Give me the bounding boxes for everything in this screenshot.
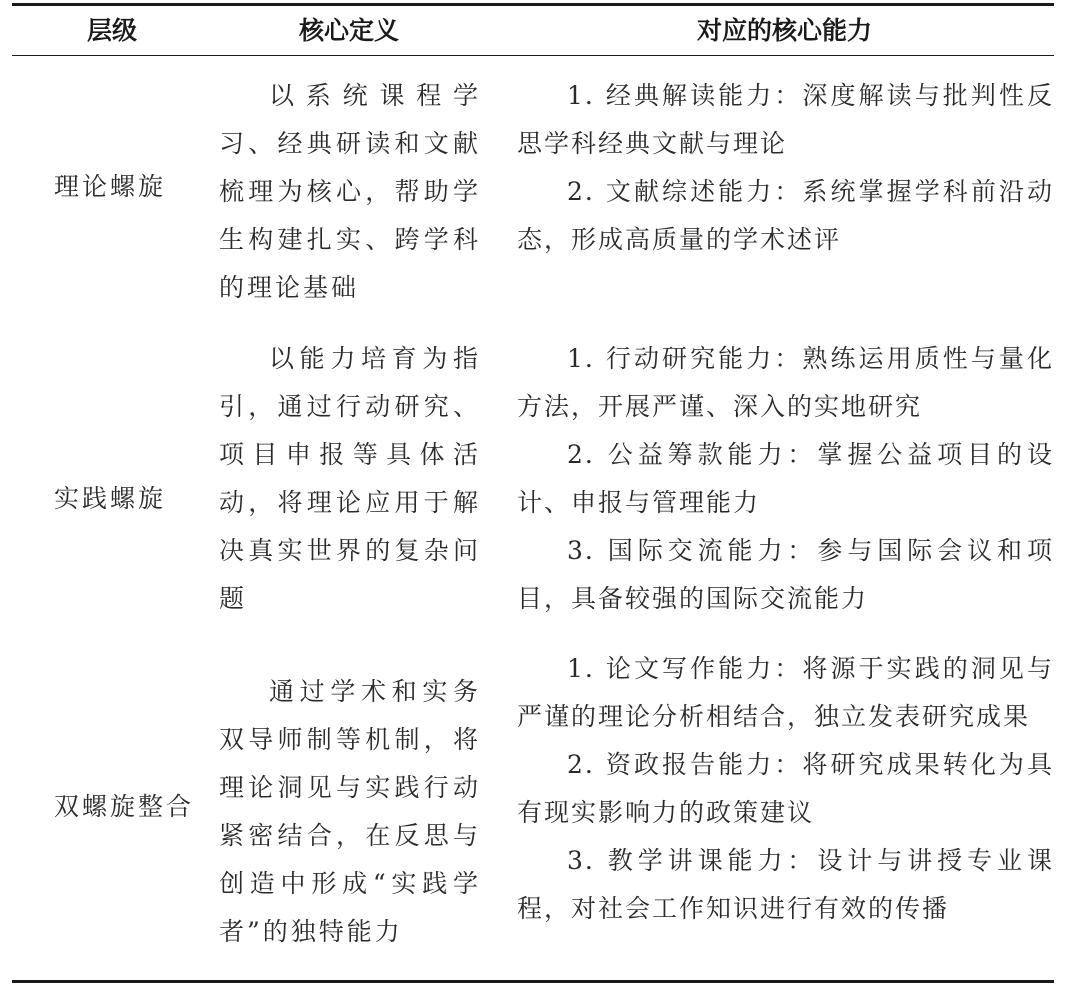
capability-item: 3. 教学讲课能力：设计与讲授专业课程，对社会工作知识进行有效的传播 — [517, 846, 1054, 923]
row-definition: 以能力培育为指引，通过行动研究、项目申报等具体活动，将理论应用于解决真实世界的复杂问题 — [219, 344, 481, 613]
header-level: 层级 — [86, 16, 137, 45]
capability-item: 1. 论文写作能力：将源于实践的洞见与严谨的理论分析相结合，独立发表研究成果 — [517, 654, 1054, 731]
row-level: 双螺旋整合 — [54, 792, 195, 821]
row-definition: 以系统课程学习、经典研读和文献梳理为核心，帮助学生构建扎实、跨学科的理论基础 — [219, 81, 481, 302]
row-capabilities — [517, 72, 1054, 264]
row-capabilities — [517, 335, 1054, 623]
row-capabilities — [517, 645, 1054, 933]
row-definition: 通过学术和实务双导师制等机制，将理论洞见与实践行动紧密结合，在反思与创造中形成“实践学者”的独特能力 — [219, 677, 481, 946]
capability-item: 2. 资政报告能力：将研究成果转化为具有现实影响力的政策建议 — [517, 750, 1054, 827]
header-rule — [12, 55, 1054, 56]
capability-item: 3. 国际交流能力：参与国际会议和项目，具备较强的国际交流能力 — [517, 536, 1054, 613]
capability-table — [12, 0, 1054, 987]
capability-item: 1. 行动研究能力：熟练运用质性与量化方法，开展严谨、深入的实地研究 — [517, 344, 1054, 421]
capability-item: 1. 经典解读能力：深度解读与批判性反思学科经典文献与理论 — [517, 81, 1054, 158]
table-bottom-rule — [12, 980, 1054, 983]
header-definition: 核心定义 — [298, 16, 399, 45]
capability-item: 2. 文献综述能力：系统掌握学科前沿动态，形成高质量的学术述评 — [517, 177, 1054, 254]
capability-item: 2. 公益筹款能力：掌握公益项目的设计、申报与管理能力 — [517, 440, 1054, 517]
row-level: 理论螺旋 — [54, 172, 167, 201]
row-level: 实践螺旋 — [54, 484, 167, 513]
header-capabilities: 对应的核心能力 — [696, 16, 872, 45]
